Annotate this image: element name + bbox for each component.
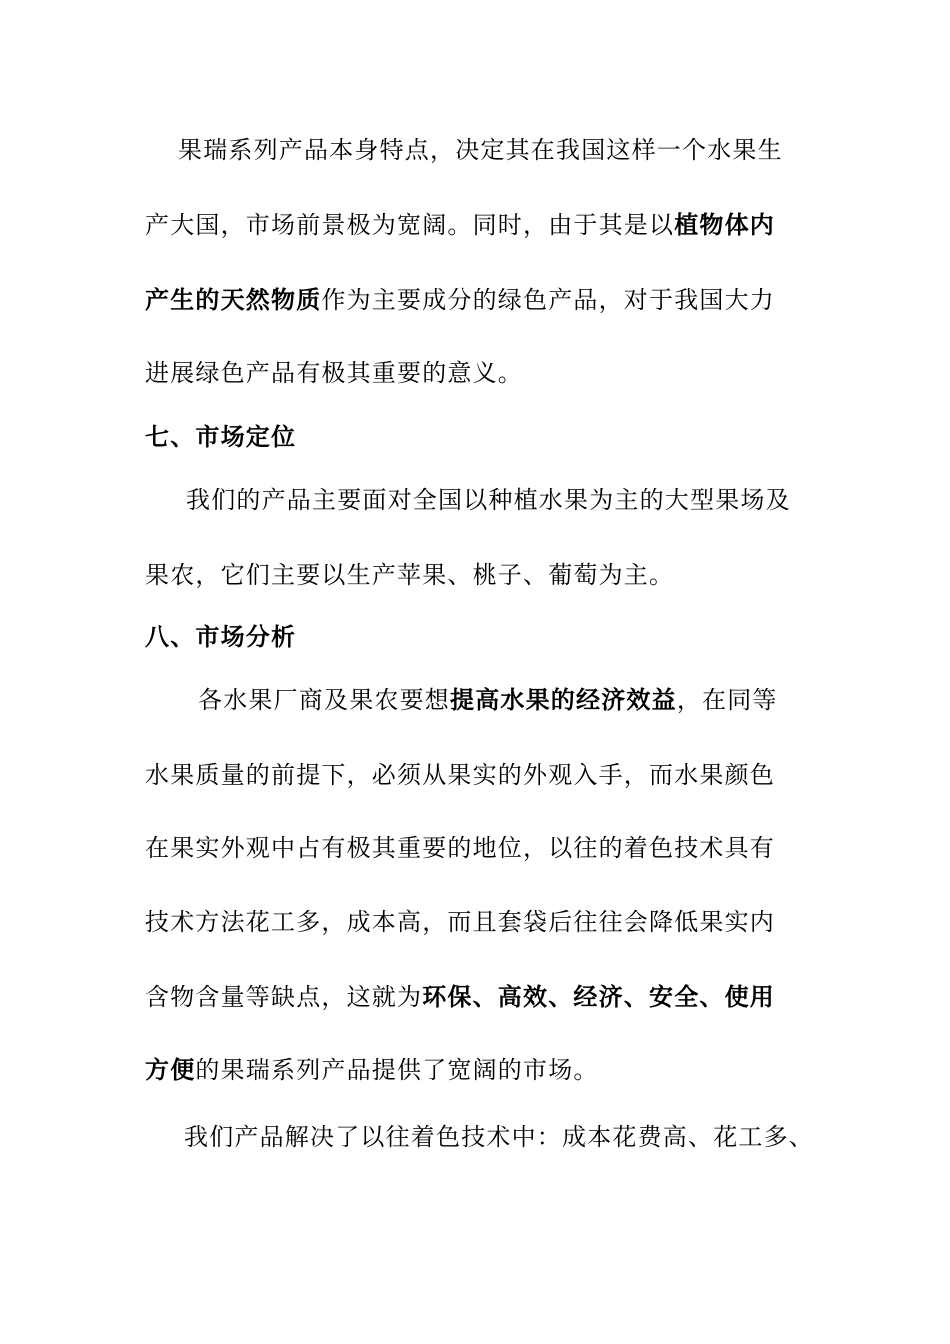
section-heading <box>145 422 845 452</box>
text-run: 作为主要成分的绿色产品，对于我国大力 <box>321 286 776 314</box>
bold-text-run: 提高水果的经济效益 <box>450 686 677 714</box>
text-run: 果农，它们主要以生产苹果、桃子、葡萄为主。 <box>145 561 675 589</box>
paragraph-line <box>145 285 845 315</box>
bold-text-run: 环保、高效、经济、安全、使用 <box>422 983 776 1011</box>
text-run: 我们产品解决了以往着色技术中：成本花费高、花工多、 <box>184 1123 814 1151</box>
text-run: ，在同等 <box>676 686 778 714</box>
text-run: 产大国，市场前景极为宽阔。同时，由于其是以 <box>145 211 675 239</box>
heading-text: 八、市场分析 <box>145 623 297 651</box>
text-run: 我们的产品主要面对全国以种植水果为主的大型果场及 <box>186 486 791 514</box>
section-heading <box>145 622 845 652</box>
text-run: 果瑞系列产品本身特点，决定其在我国这样一个水果生 <box>178 136 783 164</box>
text-run: 进展绿色产品有极其重要的意义。 <box>145 359 523 387</box>
paragraph-line <box>186 485 886 515</box>
bold-text-run: 方便 <box>145 1056 196 1084</box>
paragraph-line <box>145 560 845 590</box>
bold-text-run: 植物体内 <box>674 211 776 239</box>
text-run: 在果实外观中占有极其重要的地位，以往的着色技术具有 <box>145 834 775 862</box>
text-run: 含物含量等缺点，这就为 <box>145 983 423 1011</box>
paragraph-line <box>198 685 898 715</box>
paragraph-line <box>145 760 845 790</box>
text-run: 水果质量的前提下，必须从果实的外观入手，而水果颜色 <box>145 761 775 789</box>
text-run: 各水果厂商及果农要想 <box>198 686 450 714</box>
paragraph-line <box>178 135 878 165</box>
paragraph-line <box>145 358 845 388</box>
paragraph-line <box>145 1055 845 1085</box>
paragraph-line <box>145 833 845 863</box>
text-run: 的果瑞系列产品提供了宽阔的市场。 <box>195 1056 599 1084</box>
heading-text: 七、市场定位 <box>145 423 297 451</box>
paragraph-line <box>145 982 845 1012</box>
text-run: 技术方法花工多，成本高，而且套袋后往往会降低果实内 <box>145 908 775 936</box>
paragraph-line <box>184 1122 884 1152</box>
paragraph-line <box>145 210 845 240</box>
bold-text-run: 产生的天然物质 <box>145 286 322 314</box>
paragraph-line <box>145 907 845 937</box>
